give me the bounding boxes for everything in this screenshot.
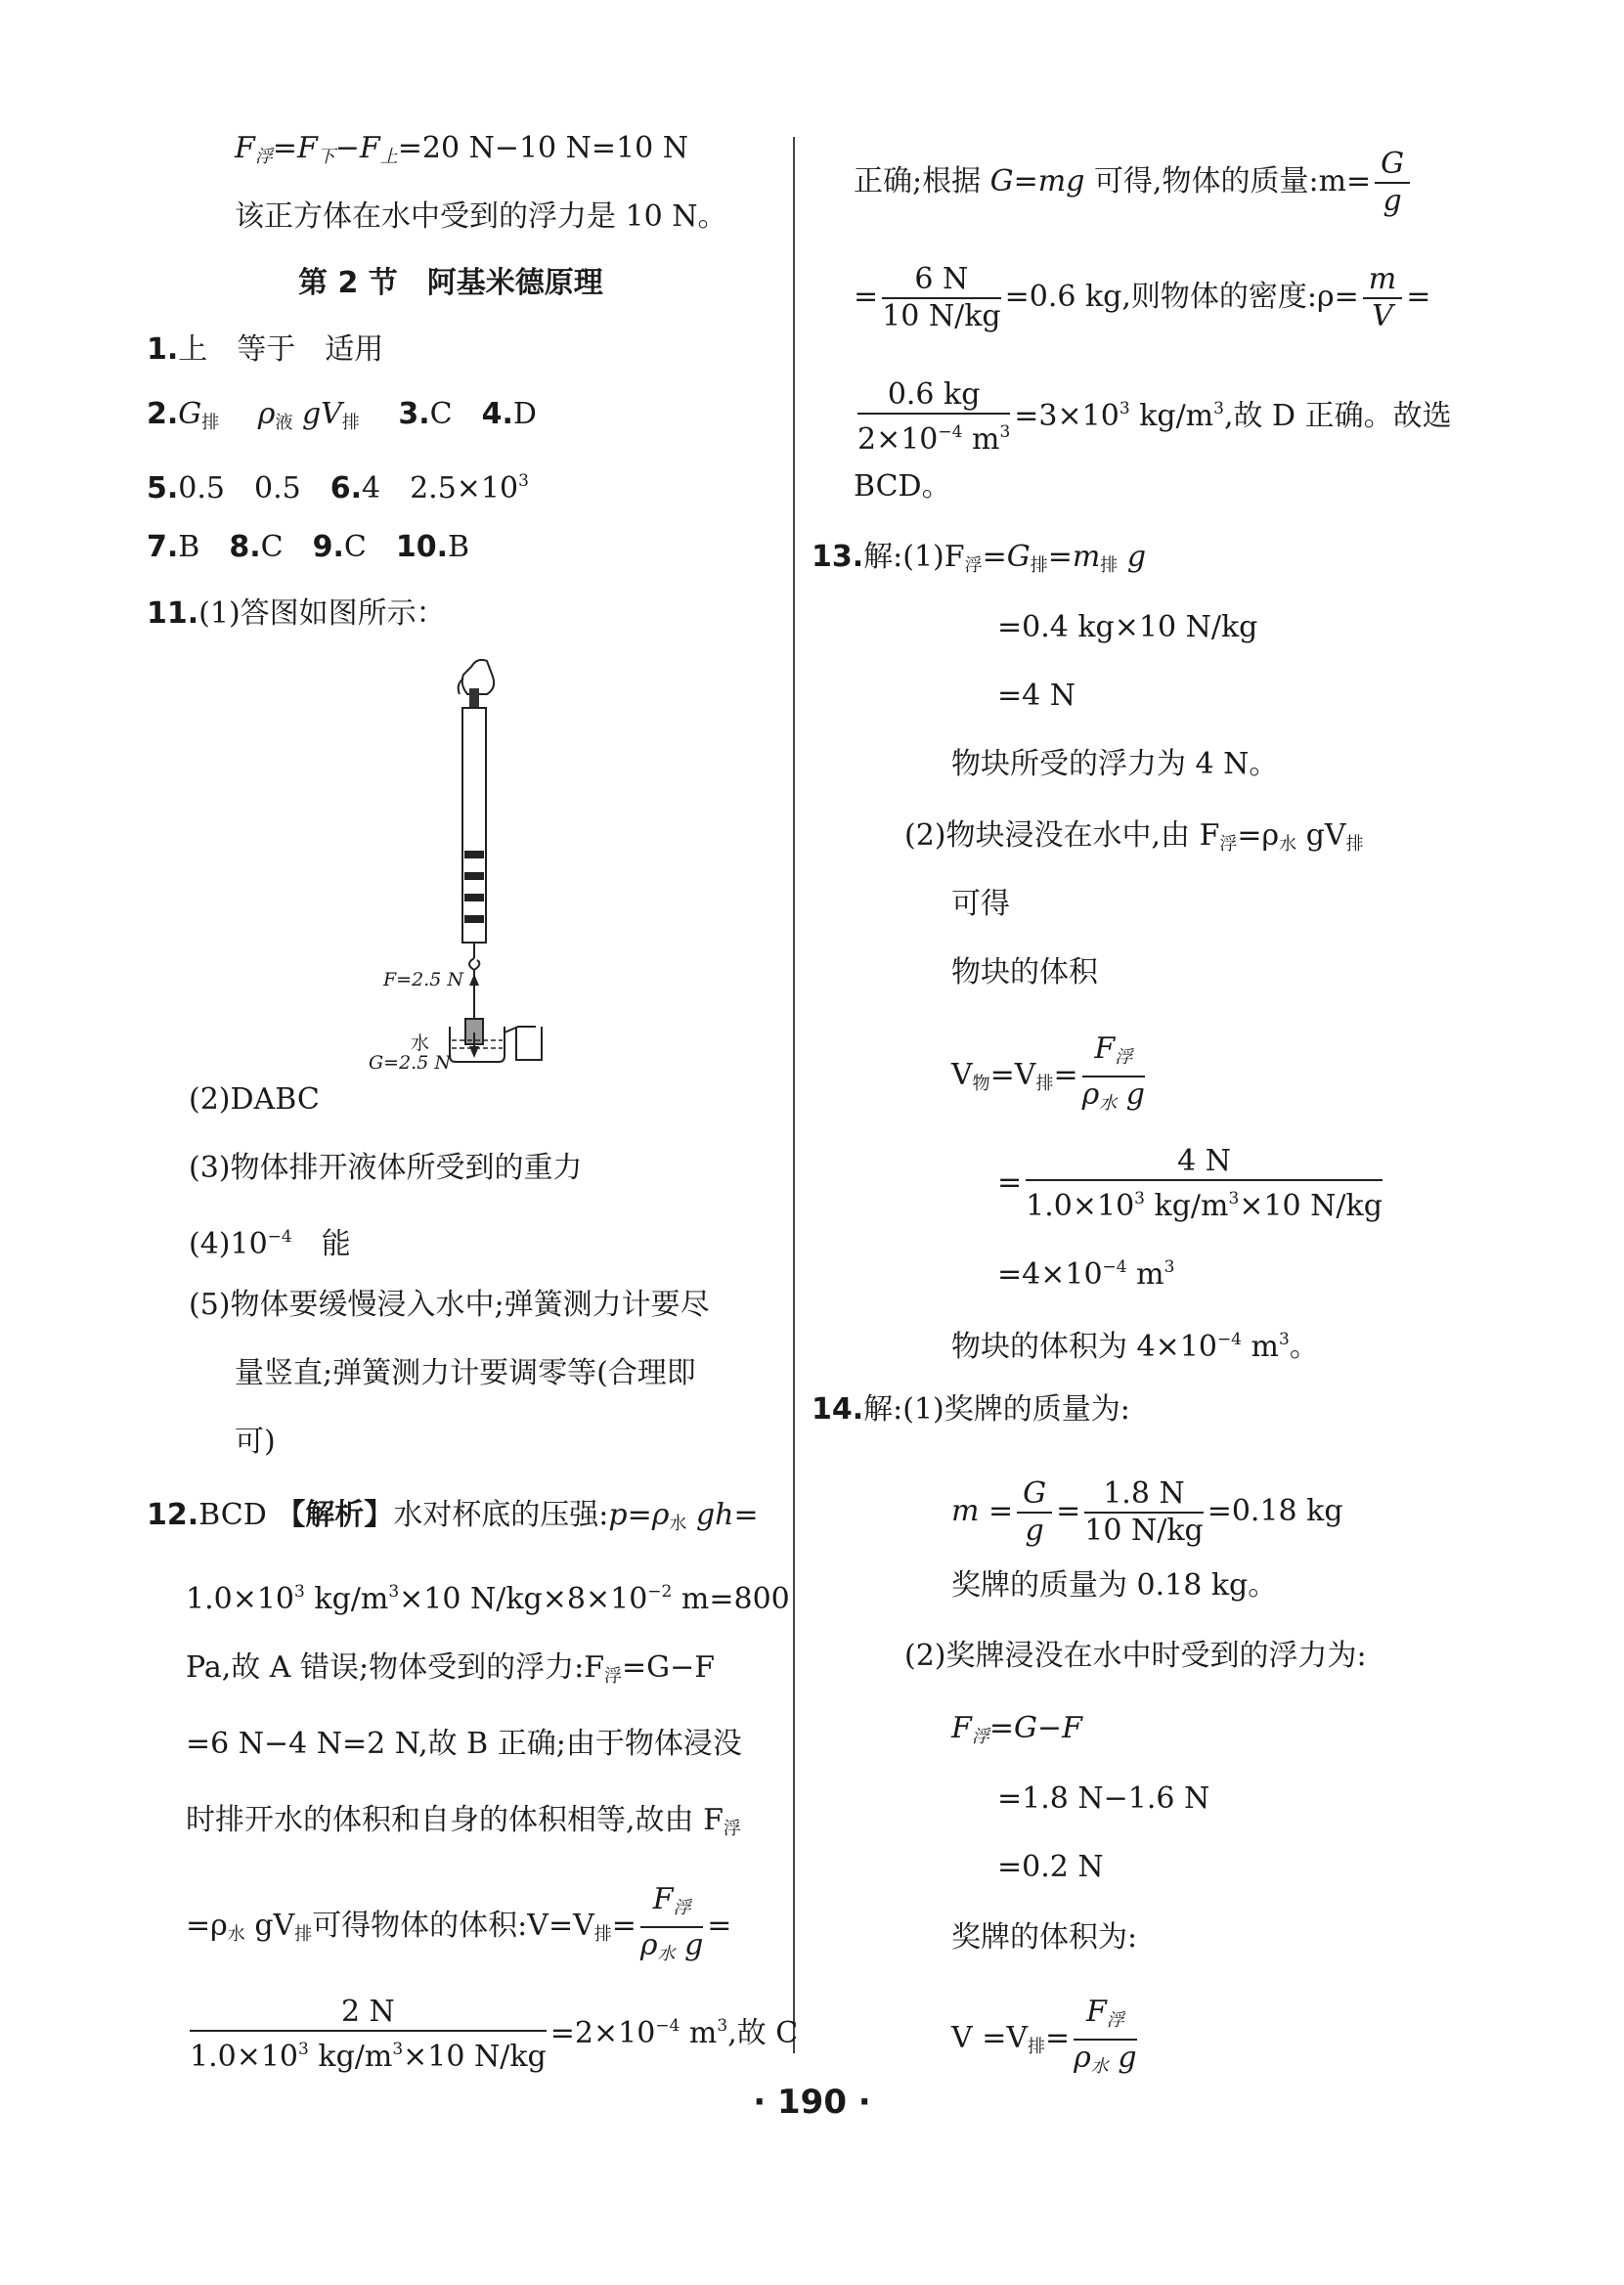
text-line: = $\frac{6 N}{10 N/kg}$ =0.6 kg,则物体的密度:ρ= $\frac{m}{V}$ = xyxy=(854,262,1431,333)
answer-12: 12.BCD 【解析】水对杯底的压强$:p=\rho_水$ gh= xyxy=(147,1498,759,1534)
text-line: =4 N xyxy=(997,679,1076,713)
text-line: 物块所受的浮力为 4 N。 xyxy=(951,747,1279,781)
text-line: 可得 xyxy=(951,887,1010,921)
text-line: $F_浮=G-F$ xyxy=(951,1711,1082,1747)
text-line: =0.4 kg×10 N/kg xyxy=(997,610,1258,644)
gravity-label: G=2.5 N xyxy=(369,1052,451,1074)
text-line: 奖牌的体积为: xyxy=(951,1920,1138,1955)
answer-11-3: (3)物体排开液体所受到的重力 xyxy=(189,1151,583,1185)
force-label: F=2.5 N xyxy=(383,969,463,990)
text-line: BCD。 xyxy=(854,469,951,504)
hook-icon xyxy=(469,958,479,970)
text-line: 时排开水的体积和自身的体积相等,故由 $F_浮$ xyxy=(186,1803,741,1839)
answer-1: 1.上 等于 适用 xyxy=(147,332,384,367)
text-line: =6 N−4 N=2 N,故 B 正确;由于物体浸没 xyxy=(186,1727,742,1761)
text-line: 奖牌的质量为 0.18 kg。 xyxy=(951,1568,1278,1603)
answer-5: 5.0.5 0.5 6.4 $2.5\times 10^3$ xyxy=(147,471,529,505)
text-line: =0.2 N xyxy=(997,1850,1104,1884)
answer-11-4: $(4)10^{-4}$ 能 xyxy=(189,1227,351,1261)
force-arrow-up xyxy=(469,974,479,986)
answer-13: 13.解$:(1)F_浮=G_排=m_排$ g xyxy=(812,540,1147,576)
text-line: 物块的体积为 $4\times 10^{-4}$ $m^3$。 xyxy=(951,1330,1319,1364)
column-divider xyxy=(793,137,795,2053)
text-line: m = $\frac{G}{g}$ = $\frac{1.8 N}{10 N/kg}$ =0.18 kg xyxy=(951,1476,1343,1548)
water-label: 水 xyxy=(411,1033,430,1054)
text-line: 该正方体在水中受到的浮力是 10 N。 xyxy=(235,199,727,234)
text-line: $V =V_排=$ $F_浮$ $\rho_水$ g xyxy=(951,1995,1137,2077)
page-number: · 190 · xyxy=(753,2083,871,2122)
text-line: 可) xyxy=(235,1425,276,1459)
spring-scale-figure xyxy=(362,655,587,1066)
text-line: $1.0\times 10^3$ $kg/m^3\times 10$ $N/kg\times 8\times 10^{-2}$ m=800 xyxy=(186,1582,790,1616)
text-line: $=\rho_水$ $gV_排$可得物体的体积$:V=V_排=$ $F_浮$ $\rho_水$ g = xyxy=(186,1882,732,1964)
text-line: (2)奖牌浸没在水中时受到的浮力为: xyxy=(904,1639,1367,1673)
text-line: = $\frac{4 N}{1.0\times 10^3 kg/m^3\times 10 N/kg}$ xyxy=(997,1144,1383,1223)
text-line: $=4\times 10^{-4}$ $m^3$ xyxy=(997,1257,1175,1292)
text-line: $\frac{0.6 kg}{2\times 10^{-4} m^3}$ $=3\times 10^3$ $kg/m^3$,故 D 正确。故选 xyxy=(857,377,1452,457)
text-line: =1.8 N−1.6 N xyxy=(997,1781,1210,1816)
scale-hook-top xyxy=(469,688,479,708)
text-line: (2)物块浸没在水中,由 $F_浮=\rho_水$ $gV_排$ xyxy=(904,818,1364,855)
answer-7: 7.B 8.C 9.C 10.B xyxy=(147,530,470,564)
section-title: 第 2 节 阿基米德原理 xyxy=(298,266,603,300)
catch-cup xyxy=(516,1027,542,1060)
answer-11-5: (5)物体要缓慢浸入水中;弹簧测力计要尽 xyxy=(189,1288,710,1322)
buoyancy-formula-line: $F_浮=F_下-F_上=20$ N−10 N=10 N xyxy=(235,131,689,167)
text-line: Pa,故 A 错误;物体受到的浮力$:F_浮=G-F$ xyxy=(186,1650,716,1687)
text-line: $\frac{2 N}{1.0\times 10^3 kg/m^3\times 10 N/kg}$ $=2\times 10^{-4}$ $m^3$,故 C xyxy=(190,1995,799,2074)
spring-scale-body xyxy=(462,708,486,943)
answer-14: 14.解:(1)奖牌的质量为: xyxy=(812,1392,1130,1427)
answer-11-2: (2)DABC xyxy=(189,1082,320,1117)
answer-2: $2.G_排$ $\rho_液$ $gV_排$ 3.C 4.D xyxy=(147,397,537,433)
text-line: 物块的体积 xyxy=(951,955,1098,989)
answer-11: 11.(1)答图如图所示： xyxy=(147,596,446,631)
text-line: $V_物=V_排=$ $F_浮$ $\rho_水$ g xyxy=(951,1032,1146,1114)
text-line: 正确;根据 G=mg 可得,物体的质量:m= $\frac{G}{g}$ xyxy=(854,147,1414,219)
text-line: 量竖直;弹簧测力计要调零等(合理即 xyxy=(235,1356,696,1390)
